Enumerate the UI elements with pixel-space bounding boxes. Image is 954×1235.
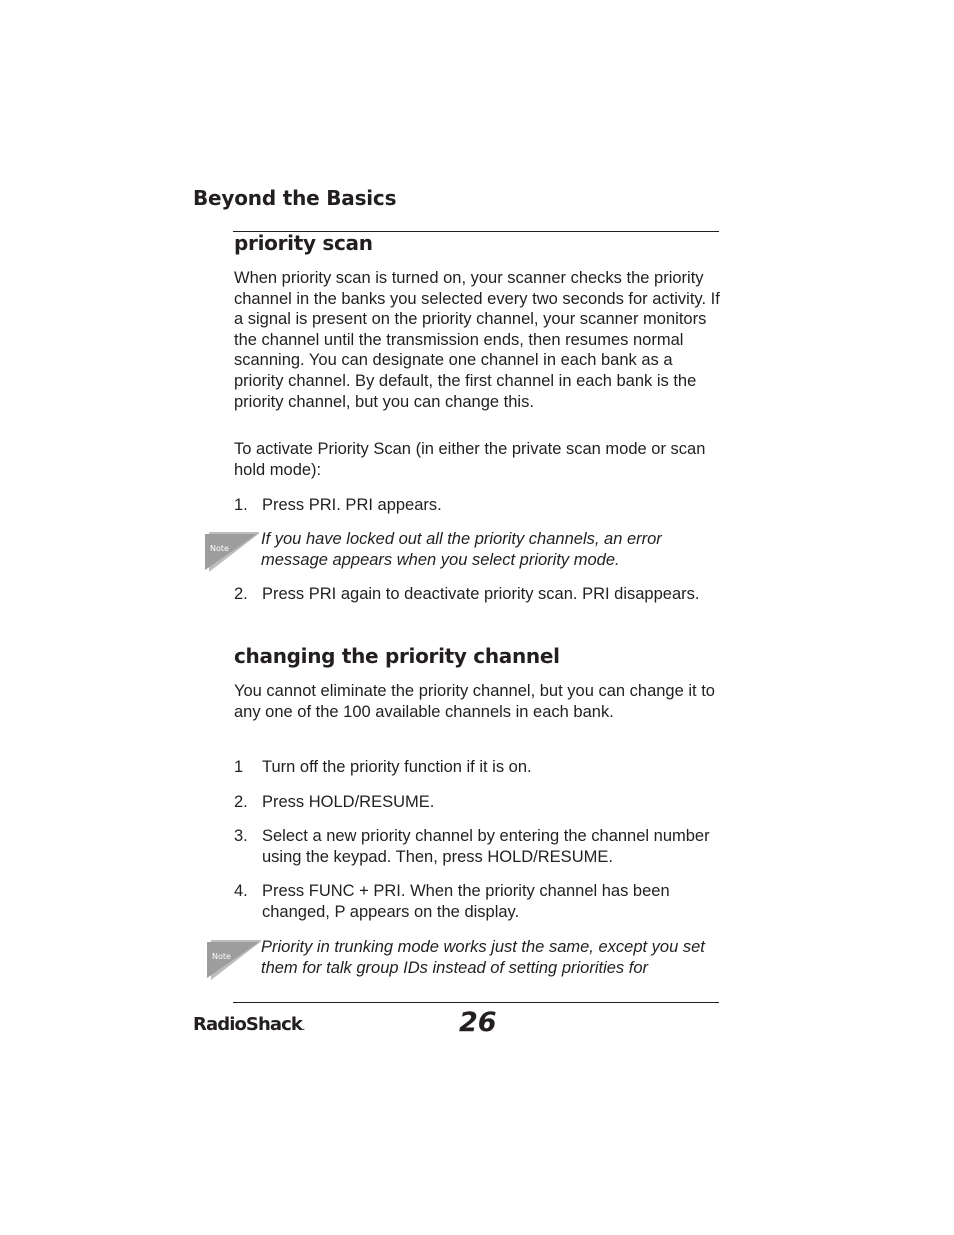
step-number: 3.: [234, 827, 248, 845]
note-icon: [203, 530, 259, 572]
radioshack-logo: [193, 1014, 306, 1035]
activate-instructions: To activate Priority Scan (in either the private scan mode or scan hold mode):: [234, 440, 706, 479]
list-item: [234, 881, 720, 922]
step-number: 1: [234, 758, 244, 776]
priority-scan-heading: priority scan: [234, 231, 373, 255]
step-number: 2.: [234, 585, 248, 603]
page-number: 26: [459, 1007, 497, 1038]
list-item: [234, 792, 720, 813]
section-title: Beyond the Basics: [193, 186, 397, 210]
brand-dot: .: [302, 1020, 306, 1033]
brand-name: RadioShack: [193, 1014, 302, 1035]
step-number: 2.: [234, 793, 248, 811]
note-icon-label: Note: [210, 544, 229, 553]
step-number: 1.: [234, 496, 248, 514]
list-item: [234, 826, 720, 867]
list-item: [234, 495, 720, 516]
note-icon-label: Note: [212, 952, 231, 961]
list-item: [234, 584, 720, 605]
note-text: If you have locked out all the priority channels, an error message appears when you select priority mode.: [261, 530, 662, 569]
step-text: Press HOLD/RESUME.: [262, 793, 435, 811]
step-text: Press PRI again to deactivate priority scan. PRI disappears.: [262, 585, 700, 603]
step-text: Turn off the priority function if it is on.: [262, 758, 532, 776]
step-text: Select a new priority channel by entering the channel number using the keypad. Then, press HOLD/RESUME.: [262, 827, 710, 866]
note-text: Priority in trunking mode works just the same, except you set them for talk group IDs instead of setting priorities for: [261, 938, 705, 977]
priority-scan-intro: When priority scan is turned on, your scanner checks the priority channel in the banks you selected every two seconds for activity. If a signal is present on the priority channel, your scanner monitors the channel until the transmission ends, then resumes normal scanning. You can designate one channel in each bank as a priority channel. By default, the first channel in each bank is the priority channel, but you can change this.: [234, 269, 720, 411]
changing-priority-heading: changing the priority channel: [234, 644, 560, 668]
step-text: Press FUNC + PRI. When the priority channel has been changed, P appears on the display.: [262, 882, 670, 921]
changing-priority-intro: You cannot eliminate the priority channel, but you can change it to any one of the 100 available channels in each bank.: [234, 682, 715, 721]
step-text: Press PRI. PRI appears.: [262, 496, 442, 514]
list-item: [234, 757, 720, 778]
bottom-rule: [233, 1002, 719, 1003]
step-number: 4.: [234, 882, 248, 900]
note-icon: [205, 938, 261, 980]
